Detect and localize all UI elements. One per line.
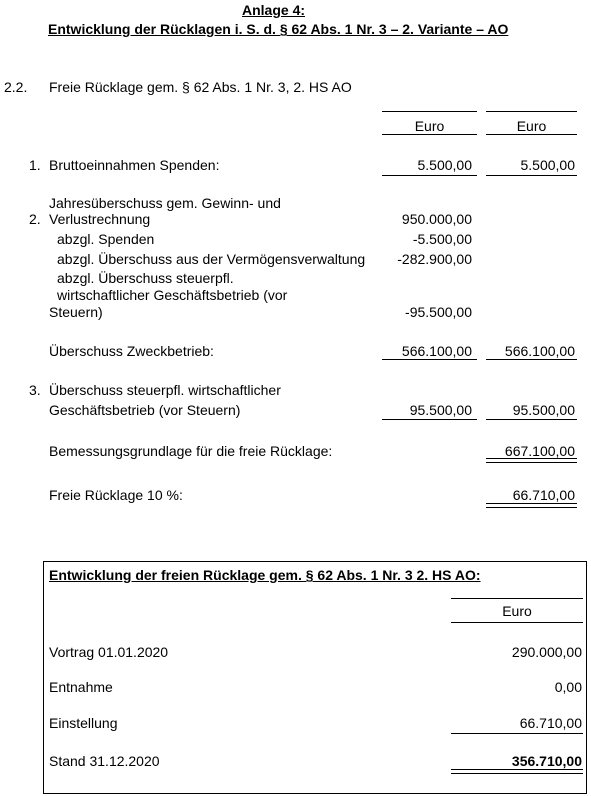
- box-total-double-underline: [451, 769, 583, 774]
- box-currency-header: Euro: [502, 603, 532, 619]
- deduction3-value: -95.500,00: [405, 304, 472, 320]
- item3-label-line2: Geschäftsbetrieb (vor Steuern): [49, 402, 241, 418]
- box-row-label: Vortrag 01.01.2020: [49, 644, 169, 660]
- item1-number: 1.: [29, 157, 41, 173]
- item3-label-line1: Überschuss steuerpfl. wirtschaftlicher: [49, 382, 281, 398]
- section-title: Freie Rücklage gem. § 62 Abs. 1 Nr. 3, 2. HS AO: [49, 79, 352, 95]
- item1-col1-value: 5.500,00: [417, 157, 472, 173]
- item3-number: 3.: [29, 382, 41, 398]
- item2-label-line1: Jahresüberschuss gem. Gewinn- und: [49, 195, 281, 211]
- page-title: Entwicklung der Rücklagen i. S. d. § 62 Abs. 1 Nr. 3 – 2. Variante – AO: [48, 21, 509, 37]
- deduction-value: -282.900,00: [397, 251, 472, 267]
- reserve-label: Freie Rücklage 10 %:: [49, 487, 183, 503]
- deduction-label: abzgl. Überschuss aus der Vermögensverwaltung: [57, 251, 366, 267]
- col1-currency-header: Euro: [414, 118, 445, 134]
- box-row-value: 66.710,00: [519, 715, 582, 731]
- zweckbetrieb-col2-underline: [486, 359, 577, 360]
- zweckbetrieb-col1-value: 566.100,00: [401, 343, 472, 359]
- item3-col2-underline: [486, 419, 577, 420]
- annex-label: Anlage 4:: [242, 2, 306, 18]
- reserve-double-underline: [486, 503, 577, 508]
- basis-value: 667.100,00: [504, 443, 575, 459]
- item1-col1-underline: [382, 175, 477, 176]
- box-currency-top-rule: [451, 598, 583, 599]
- item3-col2-value: 95.500,00: [512, 402, 575, 418]
- zweckbetrieb-col2-value: 566.100,00: [504, 343, 575, 359]
- box-title: Entwicklung der freien Rücklage gem. § 62 Abs. 1 Nr. 3 2. HS AO:: [49, 567, 481, 583]
- item1-col2-underline: [486, 175, 577, 176]
- col2-currency-header: Euro: [516, 118, 547, 134]
- col2-header-top-rule: [486, 111, 577, 112]
- item2-number: 2.: [29, 211, 41, 227]
- deduction-value: -5.500,00: [412, 231, 472, 247]
- zweckbetrieb-col1-underline: [382, 359, 477, 360]
- item3-col1-underline: [382, 419, 477, 420]
- deduction3-label-line1: abzgl. Überschuss steuerpfl.: [57, 270, 234, 286]
- zweckbetrieb-label: Überschuss Zweckbetrieb:: [49, 343, 214, 359]
- reserve-value: 66.710,00: [512, 487, 575, 503]
- box-total-value: 356.710,00: [511, 753, 582, 769]
- deduction-label: abzgl. Spenden: [57, 231, 155, 247]
- box-row-label: Einstellung: [49, 715, 118, 731]
- deduction3-label-line3: Steuern): [49, 304, 103, 320]
- box-row-label: Entnahme: [49, 679, 113, 695]
- item1-col2-value: 5.500,00: [520, 157, 575, 173]
- basis-label: Bemessungsgrundlage für die freie Rücklage:: [49, 443, 333, 459]
- item1-label: Bruttoeinnahmen Spenden:: [49, 157, 220, 173]
- box-row-value: 0,00: [554, 679, 582, 695]
- box-currency-bottom-rule: [451, 622, 583, 623]
- item3-col1-value: 95.500,00: [409, 402, 472, 418]
- section-number: 2.2.: [4, 79, 28, 95]
- col1-header-bottom-rule: [382, 134, 477, 135]
- col1-header-top-rule: [382, 111, 477, 112]
- box-row-value: 290.000,00: [511, 644, 582, 660]
- box-einstellung-underline: [451, 733, 583, 734]
- item2-value: 950.000,00: [401, 211, 472, 227]
- col2-header-bottom-rule: [486, 134, 577, 135]
- box-total-label: Stand 31.12.2020: [49, 753, 160, 769]
- basis-double-underline: [486, 458, 577, 463]
- item2-label-line2: Verlustrechnung: [49, 211, 151, 227]
- deduction3-label-line2: wirtschaftlicher Geschäftsbetrieb (vor: [57, 287, 288, 303]
